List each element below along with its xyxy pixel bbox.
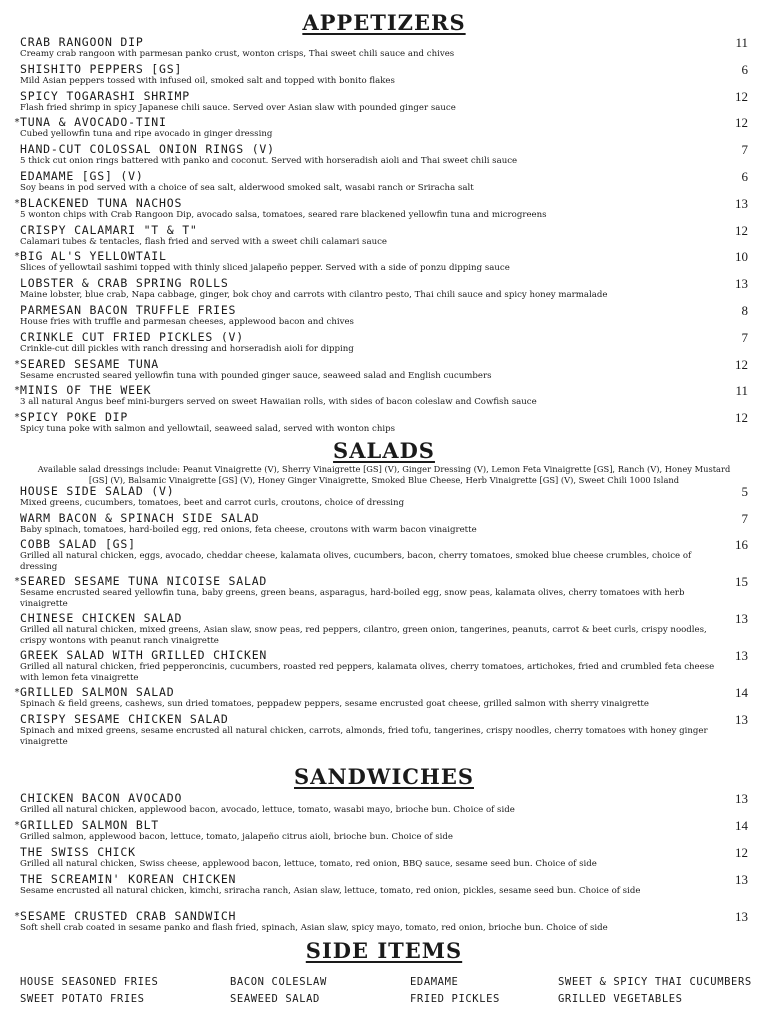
item-name: GRILLED SALMON SALAD [20, 685, 175, 699]
item-name: TUNA & AVOCADO-TINI [20, 115, 167, 130]
menu-item [0, 384, 768, 411]
menu-item [0, 304, 768, 331]
item-description: Grilled all natural chicken, applewood bacon, avocado, lettuce, tomato, wasabi mayo, brioche bun. Choice of side [20, 805, 515, 815]
item-price: 13 [735, 648, 748, 663]
item-name: HAND-CUT COLOSSAL ONION RINGS (V) [20, 142, 275, 157]
menu-item [0, 873, 768, 910]
item-price: 10 [735, 249, 748, 265]
item-name: THE SWISS CHICK [20, 845, 136, 859]
menu-item [0, 277, 768, 304]
appetizers-section [0, 10, 768, 438]
item-price: 13 [735, 791, 748, 806]
salads-list [0, 485, 768, 750]
item-name: SESAME CRUSTED CRAB SANDWICH [20, 909, 237, 923]
salad-dressings-note: Available salad dressings include: Peanut Vinaigrette (V), Sherry Vinaigrette [GS] (V), Ginger Dressing (V), Lemon Feta Vinaigrette [GS], Ranch (V), Honey Mustard [GS] (V), Balsamic Vinaigrette [GS] (V), Honey Ginger Vinaigrette, Smoked Blue Cheese, Herb Vinaigrette [GS] (V), Sweet Chili 1000 Island [37, 464, 731, 485]
item-price: 7 [741, 142, 748, 158]
raw-item-marker: * [14, 412, 21, 424]
raw-item-marker: * [14, 197, 21, 209]
raw-item-marker: * [14, 358, 21, 370]
item-price: 7 [741, 329, 748, 345]
item-description: 3 all natural Angus beef mini-burgers served on sweet Hawaiian rolls, with sides of bacon coleslaw and Cowfish sauce [20, 397, 537, 408]
item-name: PARMESAN BACON TRUFFLE FRIES [20, 302, 237, 317]
item-price: 13 [735, 195, 748, 211]
menu-item [0, 331, 768, 358]
item-price: 16 [735, 537, 748, 552]
item-description: Flash fried shrimp in spicy Japanese chili sauce. Served over Asian slaw with pounded ginger sauce [20, 102, 456, 113]
menu-item [0, 512, 768, 539]
item-description: Grilled all natural chicken, fried pepperoncinis, cucumbers, roasted red peppers, kalamata olives, cherry tomatoes, artichokes, fried and crumbled feta cheese with lemon feta vinaigrette [20, 662, 715, 683]
item-price: 12 [735, 88, 748, 104]
appetizers-list [0, 36, 768, 438]
side-item: FRIED PICKLES [410, 993, 500, 1005]
item-price: 12 [735, 356, 748, 372]
side-items-grid [20, 976, 760, 1016]
item-description: Cubed yellowfin tuna and ripe avocado in ginger dressing [20, 129, 273, 140]
item-description: Grilled all natural chicken, Swiss cheese, applewood bacon, lettuce, tomato, red onion, BBQ sauce, sesame seed bun. Choice of side [20, 859, 597, 869]
menu-item [0, 170, 768, 197]
item-description: Maine lobster, blue crab, Napa cabbage, ginger, bok choy and carrots with cilantro pesto, Thai chili sauce and spicy honey marmalade [20, 290, 608, 301]
item-description: Spinach & field greens, cashews, sun dried tomatoes, peppadew peppers, sesame encrusted goat cheese, grilled salmon with sherry vinaigrette [20, 699, 649, 709]
item-price: 13 [735, 909, 748, 924]
raw-item-marker: * [14, 117, 21, 129]
menu-item [0, 36, 768, 63]
menu-item [0, 538, 768, 575]
menu-item [0, 358, 768, 385]
item-description: Calamari tubes & tentacles, flash fried and served with a sweet chili calamari sauce [20, 236, 388, 247]
menu-item [0, 63, 768, 90]
item-name: BLACKENED TUNA NACHOS [20, 195, 183, 210]
menu-item [0, 90, 768, 117]
side-item: BACON COLESLAW [230, 976, 327, 988]
item-description: Creamy crab rangoon with parmesan panko crust, wonton crisps, Thai sweet chili sauce and chives [20, 49, 455, 59]
item-name: SHISHITO PEPPERS [GS] [20, 61, 183, 76]
item-name: CHINESE CHICKEN SALAD [20, 611, 183, 625]
item-price: 12 [735, 845, 748, 860]
menu-item [0, 116, 768, 143]
item-description: Soy beans in pod served with a choice of sea salt, alderwood smoked salt, wasabi ranch or Sriracha salt [20, 182, 474, 193]
item-price: 11 [735, 383, 748, 399]
item-name: WARM BACON & SPINACH SIDE SALAD [20, 510, 260, 525]
side-items-title: SIDE ITEMS [305, 938, 463, 963]
item-name: HOUSE SIDE SALAD (V) [20, 484, 175, 498]
raw-item-marker: * [14, 911, 21, 922]
item-description: Mixed greens, cucumbers, tomatoes, beet and carrot curls, croutons, choice of dressing [20, 498, 405, 508]
menu-item [0, 713, 768, 750]
item-price: 13 [735, 611, 748, 626]
item-name: BIG AL'S YELLOWTAIL [20, 249, 167, 264]
item-name: MINIS OF THE WEEK [20, 383, 152, 398]
item-name: CRAB RANGOON DIP [20, 35, 144, 49]
item-price: 12 [735, 222, 748, 238]
item-name: THE SCREAMIN' KOREAN CHICKEN [20, 872, 237, 886]
menu-item [0, 575, 768, 612]
item-price: 7 [741, 510, 748, 526]
item-name: CRINKLE CUT FRIED PICKLES (V) [20, 329, 244, 344]
menu-item [0, 910, 768, 936]
sandwiches-section [0, 764, 768, 936]
side-item: SWEET & SPICY THAI CUCUMBERS [558, 976, 752, 988]
item-name: SPICY TOGARASHI SHRIMP [20, 88, 190, 103]
item-name: CRISPY SESAME CHICKEN SALAD [20, 711, 229, 726]
item-name: SPICY POKE DIP [20, 410, 129, 425]
menu-item [0, 250, 768, 277]
item-price: 11 [735, 35, 748, 50]
item-description: Slices of yellowtail sashimi topped with thinly sliced jalapeño pepper. Served with a side of ponzu dipping sauce [20, 263, 510, 274]
raw-item-marker: * [14, 576, 21, 587]
item-price: 6 [741, 168, 748, 184]
item-description: Grilled all natural chicken, eggs, avocado, cheddar cheese, kalamata olives, cucumbers, bacon, cherry tomatoes, smoked blue cheese crumbles, choice of dressing [20, 551, 692, 572]
menu-item [0, 143, 768, 170]
side-item: HOUSE SEASONED FRIES [20, 976, 159, 988]
menu-item [0, 612, 768, 649]
menu-item [0, 485, 768, 512]
menu-item [0, 411, 768, 438]
menu-item [0, 224, 768, 251]
item-description: Baby spinach, tomatoes, hard-boiled egg, red onions, feta cheese, croutons with warm bacon vinaigrette [20, 524, 477, 535]
item-price: 13 [735, 276, 748, 292]
menu-item [0, 649, 768, 686]
item-description: Soft shell crab coated in sesame panko and flash fried, spinach, Asian slaw, spicy mayo, tomato, red onion, brioche bun. Choice of side [20, 923, 608, 933]
item-price: 8 [741, 302, 748, 318]
item-name: CRISPY CALAMARI "T & T" [20, 222, 198, 237]
sandwiches-list [0, 792, 768, 936]
menu-item [0, 846, 768, 873]
salads-section [0, 438, 768, 750]
item-name: EDAMAME [GS] (V) [20, 168, 144, 183]
item-name: GREEK SALAD WITH GRILLED CHICKEN [20, 648, 268, 662]
item-name: GRILLED SALMON BLT [20, 818, 160, 832]
item-price: 5 [741, 484, 748, 499]
item-price: 12 [735, 115, 748, 131]
item-description: Sesame encrusted all natural chicken, kimchi, sriracha ranch, Asian slaw, lettuce, tomato, red onion, pickles, sesame seed bun. Choice of side [20, 886, 641, 896]
item-price: 12 [735, 410, 748, 426]
item-name: COBB SALAD [GS] [20, 537, 136, 551]
menu-item [0, 686, 768, 713]
item-description: Crinkle-cut dill pickles with ranch dressing and horseradish aioli for dipping [20, 343, 354, 354]
item-description: House fries with truffle and parmesan cheeses, applewood bacon and chives [20, 316, 354, 327]
item-description: 5 thick cut onion rings battered with panko and coconut. Served with horseradish aioli and Thai sweet chili sauce [20, 156, 518, 167]
item-price: 13 [735, 872, 748, 887]
menu-item [0, 819, 768, 846]
menu-item [0, 197, 768, 224]
item-description: Grilled salmon, applewood bacon, lettuce, tomato, jalapeño citrus aioli, brioche bun. Choice of side [20, 832, 453, 842]
raw-item-marker: * [14, 687, 21, 698]
raw-item-marker: * [14, 385, 21, 397]
item-name: SEARED SESAME TUNA [20, 356, 160, 371]
item-description: Sesame encrusted seared yellowfin tuna with pounded ginger sauce, seaweed salad and English cucumbers [20, 370, 492, 381]
item-description: Sesame encrusted seared yellowfin tuna, baby greens, green beans, asparagus, hard-boiled egg, snow peas, kalamata olives, cherry tomatoes with herb vinaigrette [20, 588, 685, 609]
item-name: LOBSTER & CRAB SPRING ROLLS [20, 276, 229, 291]
side-item: SWEET POTATO FRIES [20, 993, 145, 1005]
item-price: 15 [735, 574, 748, 589]
item-description: Mild Asian peppers tossed with infused oil, smoked salt and topped with bonito flakes [20, 75, 395, 86]
item-name: CHICKEN BACON AVOCADO [20, 791, 183, 805]
menu-item [0, 792, 768, 819]
item-price: 14 [735, 818, 748, 833]
side-item: GRILLED VEGETABLES [558, 993, 683, 1005]
item-description: Grilled all natural chicken, mixed greens, Asian slaw, snow peas, red peppers, cilantro, green onion, tangerines, peanuts, carrot & beet curls, crispy noodles, crispy wontons with peanut ranch vinaigrette [20, 625, 707, 646]
raw-item-marker: * [14, 251, 21, 263]
item-description: 5 wonton chips with Crab Rangoon Dip, avocado salsa, tomatoes, seared rare blackened yellowfin tuna and microgreens [20, 209, 547, 220]
item-name: SEARED SESAME TUNA NICOISE SALAD [20, 574, 268, 588]
sandwiches-title: SANDWICHES [294, 764, 474, 789]
raw-item-marker: * [14, 820, 21, 831]
item-price: 6 [741, 61, 748, 77]
item-description: Spicy tuna poke with salmon and yellowtail, seaweed salad, served with wonton chips [20, 424, 396, 435]
side-item: EDAMAME [410, 976, 459, 988]
item-description: Spinach and mixed greens, sesame encrusted all natural chicken, carrots, almonds, fried tofu, tangerines, crispy noodles, cherry tomatoes with honey ginger vinaigrette [20, 725, 708, 747]
item-price: 14 [735, 685, 748, 700]
side-items-section [0, 938, 768, 964]
salads-title: SALADS [333, 438, 435, 463]
item-price: 13 [735, 711, 748, 727]
side-item: SEAWEED SALAD [230, 993, 320, 1005]
appetizers-title: APPETIZERS [302, 10, 466, 35]
